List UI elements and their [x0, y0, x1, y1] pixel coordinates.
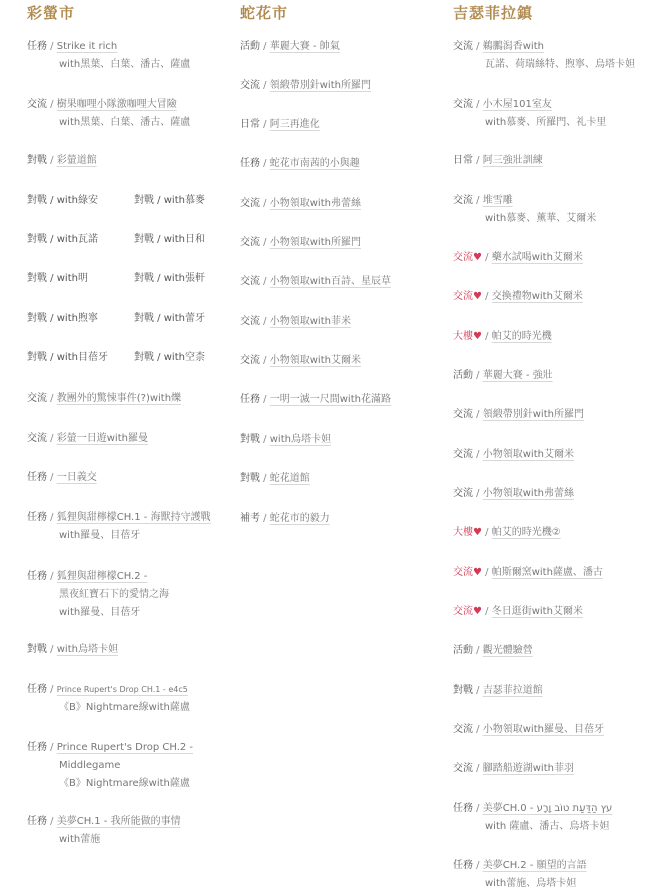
entry-title-line [240, 273, 391, 291]
entry-link[interactable]: 一明一滅一尺間with花滿路 [269, 394, 391, 405]
category-label: 活動 [453, 645, 473, 656]
entry-link[interactable]: with煦寧 [56, 313, 98, 324]
entry [453, 721, 604, 739]
entry-link[interactable]: 帕斯爾窯with薩盧、潘古 [491, 567, 603, 578]
entry [27, 641, 118, 659]
entry-title-line [453, 524, 561, 542]
separator: / [260, 276, 270, 287]
separator: / [473, 685, 483, 696]
entry [453, 406, 584, 424]
entry-link[interactable]: 藥水試喝with艾爾米 [491, 252, 583, 263]
entry-title-line [27, 568, 169, 586]
entry [453, 800, 612, 836]
category-label: 對戰 [134, 195, 154, 206]
separator: / [473, 724, 483, 735]
entry [453, 524, 561, 542]
separator: / [47, 273, 57, 284]
entry [240, 273, 391, 291]
entry-title-line [453, 38, 635, 56]
entry-title-line [240, 116, 320, 134]
entry-link[interactable]: with蕾牙 [163, 313, 205, 324]
entry-title-line [453, 152, 543, 170]
entry-link[interactable]: 彩螢一日遊with羅曼 [56, 433, 148, 444]
entry-participants: with羅曼、目蓓牙 [59, 607, 141, 618]
entry [27, 813, 181, 849]
separator: / [47, 512, 57, 523]
entry-participants: 瓦諾、荷瑞絲特、煦寧、烏塔卡妲 [485, 59, 635, 70]
category-label: 對戰 [27, 273, 47, 284]
category-label: 交流 [453, 41, 473, 52]
entry-title-line [453, 96, 606, 114]
entry-pair [27, 231, 237, 249]
entry-link[interactable]: 一日義交 [56, 472, 97, 483]
entry-link[interactable]: with目蓓牙 [56, 352, 108, 363]
entry-link[interactable]: 美夢CH.2 - 願望的言語 [482, 860, 587, 871]
separator: / [473, 645, 483, 656]
separator: / [473, 449, 483, 460]
entry-link[interactable]: with日和 [163, 234, 205, 245]
separator: / [154, 273, 164, 284]
category-label: 交流 [453, 763, 473, 774]
separator: / [260, 119, 270, 130]
heart-icon: ♥ [473, 527, 482, 538]
entry-title-line [453, 760, 574, 778]
entry [240, 195, 361, 213]
entry [453, 642, 533, 660]
entry-link[interactable]: Strike it rich [56, 41, 118, 52]
entry [27, 509, 211, 545]
entry-link[interactable]: 美夢CH.0 - עץ הַדַּעַת טוֹב וָרָע [482, 803, 613, 814]
entry-title-line [453, 328, 552, 346]
category-label: 對戰 [134, 352, 154, 363]
separator: / [473, 195, 483, 206]
heart-icon: ♥ [473, 331, 482, 342]
category-label: 補考 [240, 513, 260, 524]
entry-link[interactable]: 樹果咖哩小隊激咖哩大冒險 [56, 99, 177, 110]
entry-title-line [27, 641, 118, 659]
separator: / [260, 473, 270, 484]
entry-link[interactable]: 小物領取with菲米 [269, 316, 351, 327]
entry-pair [27, 270, 237, 288]
entry-title-line [27, 739, 193, 757]
entry-participants: with黑葉、白葉、潘古、薩盧 [59, 117, 191, 128]
category-label: 交流 [27, 433, 47, 444]
column-title: 蛇花市 [240, 4, 289, 22]
entry-link[interactable]: 華麗大賽 - 強壯 [482, 370, 553, 381]
entry-link[interactable]: 教團外的驚悚事件(?)with爍 [56, 393, 182, 404]
entry-title-line [453, 682, 543, 700]
separator: / [260, 355, 270, 366]
separator: / [260, 434, 270, 445]
heart-icon: ♥ [473, 606, 482, 617]
entry-link[interactable]: with綠安 [56, 195, 98, 206]
entry [453, 682, 543, 700]
entry-link[interactable]: 小木屋101室友 [482, 99, 552, 110]
category-label: 交流 [27, 99, 47, 110]
entry-participants: 黑夜紅寶石下的愛情之海 [59, 589, 169, 600]
entry-title-line [453, 642, 533, 660]
entry-title-line [240, 38, 340, 56]
category-label: 交流 [453, 195, 473, 206]
entry [453, 192, 596, 228]
entry-link[interactable]: Prince Rupert's Drop CH.1 - e4c5 [56, 685, 188, 694]
entry-link[interactable]: 觀光體驗營 [482, 645, 533, 656]
category-label: 對戰 [27, 313, 47, 324]
separator: / [260, 41, 270, 52]
entry-title-line [240, 431, 331, 449]
category-label: 對戰 [134, 313, 154, 324]
entry [27, 270, 237, 288]
category-label: 對戰 [27, 234, 47, 245]
entry-link[interactable]: 堆雪雕 [482, 195, 513, 206]
entry-title-line [453, 485, 574, 503]
separator: / [473, 370, 483, 381]
entry [240, 352, 361, 370]
entry [27, 38, 190, 74]
category-label: 任務 [27, 742, 47, 753]
entry [240, 391, 391, 409]
separator: / [260, 316, 270, 327]
entry-link[interactable]: 小物領取with艾爾米 [269, 355, 361, 366]
category-label: 交流 [240, 276, 260, 287]
entry-link[interactable]: Prince Rupert's Drop CH.2 - [56, 742, 194, 753]
entry-title-line [240, 234, 361, 252]
entry [134, 192, 205, 210]
category-label: 日常 [453, 155, 473, 166]
entry [240, 470, 310, 488]
category-label: 任務 [453, 860, 473, 871]
entry [453, 328, 552, 346]
entry-link[interactable]: 小物領取with羅曼、目蓓牙 [482, 724, 604, 735]
entry-link[interactable]: 小物領取with百詩、星辰草 [269, 276, 391, 287]
category-label: 交流 [240, 198, 260, 209]
entry [453, 288, 583, 306]
separator: / [260, 513, 270, 524]
entry [27, 739, 193, 793]
entry [27, 390, 181, 408]
entry [134, 270, 205, 288]
separator: / [47, 571, 57, 582]
separator: / [481, 567, 492, 578]
entry-link[interactable]: 帕艾的時光機② [491, 527, 561, 538]
separator: / [473, 488, 483, 499]
entry [27, 349, 237, 367]
entry-pair [27, 310, 237, 328]
entry-participants: with黑葉、白葉、潘古、薩盧 [59, 59, 191, 70]
entry-link[interactable]: 小物領取with艾爾米 [482, 449, 574, 460]
separator: / [47, 155, 57, 166]
entry-title-line [27, 38, 190, 56]
category-label: 交流 [240, 80, 260, 91]
entry [27, 568, 169, 622]
separator: / [47, 313, 57, 324]
entry-link[interactable]: 帕艾的時光機 [491, 331, 552, 342]
category-label: 交流 [453, 724, 473, 735]
separator: / [47, 393, 57, 404]
category-label: 交流 [453, 606, 473, 617]
separator: / [260, 158, 270, 169]
entry [27, 192, 237, 210]
entry-link[interactable]: 領緞帶別針with所羅門 [269, 80, 371, 91]
category-label: 對戰 [240, 434, 260, 445]
column-title: 吉瑟菲拉鎮 [453, 4, 534, 22]
separator: / [473, 763, 483, 774]
entry-pair [27, 349, 237, 367]
entry-link[interactable]: with烏塔卡妲 [269, 434, 331, 445]
separator: / [154, 313, 164, 324]
entry [240, 116, 320, 134]
entry-title-line [453, 367, 553, 385]
entry-link[interactable]: 領緞帶別針with所羅門 [482, 409, 584, 420]
entry-participants: 《B》Nightmare線with薩盧 [59, 778, 190, 789]
entry-title-line [453, 249, 583, 267]
category-label: 對戰 [27, 644, 47, 655]
entry-title-line [240, 313, 351, 331]
entry [453, 564, 603, 582]
entry-link[interactable]: with明 [56, 273, 88, 284]
separator: / [260, 80, 270, 91]
separator: / [47, 352, 57, 363]
entry-title-line [240, 352, 361, 370]
category-label: 交流 [453, 99, 473, 110]
separator: / [47, 234, 57, 245]
entry-title-line [240, 510, 330, 528]
separator: / [473, 409, 483, 420]
entry [453, 152, 543, 170]
category-label: 任務 [453, 803, 473, 814]
category-label: 對戰 [27, 352, 47, 363]
entry-link[interactable]: 美夢CH.1 - 我所能做的事情 [56, 816, 181, 827]
entry-link[interactable]: 阿三強壯訓練 [482, 155, 543, 166]
category-label: 交流 [453, 252, 473, 263]
entry-link[interactable]: 吉瑟菲拉道館 [482, 685, 543, 696]
category-label: 交流 [453, 291, 473, 302]
heart-icon: ♥ [473, 252, 482, 263]
category-label: 活動 [453, 370, 473, 381]
category-label: 活動 [240, 41, 260, 52]
category-label: 交流 [453, 488, 473, 499]
entry [27, 430, 148, 448]
entry-participants: Middlegame [59, 760, 121, 771]
entry-link[interactable]: with張軒 [163, 273, 205, 284]
category-label: 交流 [27, 393, 47, 404]
entry-link[interactable]: 彩螢道館 [56, 155, 97, 166]
entry [27, 681, 190, 717]
entry-link[interactable]: 蛇花道館 [269, 473, 310, 484]
entry-title-line [453, 857, 587, 875]
heart-icon: ♥ [473, 291, 482, 302]
category-label: 任務 [27, 571, 47, 582]
entry-participants: 《B》Nightmare線with薩盧 [59, 702, 190, 713]
separator: / [481, 291, 492, 302]
entry-participants: with蕾施 [59, 834, 101, 845]
entry [453, 249, 583, 267]
entry [27, 310, 237, 328]
entry [27, 152, 97, 170]
category-label: 交流 [240, 355, 260, 366]
separator: / [47, 472, 57, 483]
entry-link[interactable]: 小物領取with所羅門 [269, 237, 361, 248]
separator: / [154, 195, 164, 206]
category-label: 任務 [27, 512, 47, 523]
category-label: 任務 [240, 394, 260, 405]
category-label: 任務 [27, 41, 47, 52]
entry [240, 38, 340, 56]
separator: / [47, 684, 57, 695]
category-label: 大樓 [453, 331, 473, 342]
entry-title-line [240, 391, 391, 409]
separator: / [260, 237, 270, 248]
category-label: 任務 [27, 816, 47, 827]
entry [453, 485, 574, 503]
entry-title-line [240, 195, 361, 213]
entry-title-line [453, 406, 584, 424]
entry [453, 603, 583, 621]
entry-pair [27, 192, 237, 210]
entry-title-line [27, 96, 190, 114]
entry [240, 313, 351, 331]
category-label: 交流 [240, 316, 260, 327]
entry [453, 96, 606, 132]
entry-title-line [453, 800, 612, 818]
entry-link[interactable]: 冬日逛街with艾爾米 [491, 606, 583, 617]
entry-link[interactable]: 鵜鵬潟香with [482, 41, 544, 52]
category-label: 對戰 [240, 473, 260, 484]
entry-title-line [27, 152, 97, 170]
entry-title-line [27, 390, 181, 408]
entry-link[interactable]: 交換禮物with艾爾米 [491, 291, 583, 302]
separator: / [473, 860, 483, 871]
heart-icon: ♥ [473, 567, 482, 578]
separator: / [47, 99, 57, 110]
separator: / [481, 606, 492, 617]
entry-title-line [240, 470, 310, 488]
category-label: 對戰 [27, 195, 47, 206]
separator: / [473, 41, 483, 52]
category-label: 任務 [27, 684, 47, 695]
entry-link[interactable]: 小物領取with弗蕾絲 [269, 198, 361, 209]
entry [453, 367, 553, 385]
separator: / [473, 803, 483, 814]
entry-title-line [453, 192, 596, 210]
entry-title-line [27, 430, 148, 448]
entry [134, 349, 205, 367]
entry [27, 96, 190, 132]
entry-link[interactable]: 蛇花市南茜的小與趣 [269, 158, 360, 169]
category-label: 任務 [27, 472, 47, 483]
separator: / [47, 433, 57, 444]
category-label: 對戰 [134, 234, 154, 245]
entry [240, 155, 360, 173]
entry-link[interactable]: with瓦諾 [56, 234, 98, 245]
entry-link[interactable]: 小物領取with弗蕾絲 [482, 488, 574, 499]
separator: / [47, 644, 57, 655]
entry-link[interactable]: with慕麥 [163, 195, 205, 206]
category-label: 交流 [240, 237, 260, 248]
entry [240, 77, 371, 95]
entry-title-line [453, 564, 603, 582]
separator: / [154, 234, 164, 245]
category-label: 大樓 [453, 527, 473, 538]
entry [27, 231, 237, 249]
entry-link[interactable]: with空柰 [163, 352, 205, 363]
entry [453, 760, 574, 778]
category-label: 日常 [240, 119, 260, 130]
entry-title-line [27, 813, 181, 831]
entry-title-line [27, 509, 211, 527]
entry-participants: with慕麥、所羅門、礼卡里 [485, 117, 607, 128]
entry-title-line [240, 155, 360, 173]
entry-link[interactable]: 華麗大賽 - 帥氣 [269, 41, 340, 52]
entry-link[interactable]: 阿三再進化 [269, 119, 320, 130]
entry [453, 446, 574, 464]
entry-title-line [27, 681, 190, 699]
entry-participants: with慕麥、薰華、艾爾米 [485, 213, 597, 224]
entry-link[interactable]: with烏塔卡妲 [56, 644, 118, 655]
entry-link[interactable]: 蛇花市的毅力 [269, 513, 330, 524]
category-label: 交流 [453, 449, 473, 460]
entry [240, 431, 331, 449]
entry [453, 38, 635, 74]
separator: / [260, 394, 270, 405]
separator: / [473, 99, 483, 110]
separator: / [47, 41, 57, 52]
entry-title-line [453, 446, 574, 464]
entry-title-line [453, 603, 583, 621]
entry-participants: with羅曼、目蓓牙 [59, 530, 141, 541]
column-title: 彩螢市 [27, 4, 76, 22]
category-label: 交流 [453, 409, 473, 420]
separator: / [260, 198, 270, 209]
entry-link[interactable]: 狐狸與甜檸檬CH.1 - 海獸持守護戰 [56, 512, 211, 523]
separator: / [47, 816, 57, 827]
separator: / [481, 527, 492, 538]
entry-title-line [240, 77, 371, 95]
entry-link[interactable]: 腳踏船遊湖with菲羽 [482, 763, 574, 774]
separator: / [47, 195, 57, 206]
separator: / [481, 252, 492, 263]
entry-participants: with蕾施、烏塔卡妲 [485, 878, 577, 889]
entry-title-line [27, 469, 97, 487]
entry [27, 469, 97, 487]
entry-title-line [453, 288, 583, 306]
entry [240, 234, 361, 252]
entry-link[interactable]: 狐狸與甜檸檬CH.2 - [56, 571, 148, 582]
separator: / [473, 155, 483, 166]
category-label: 對戰 [27, 155, 47, 166]
category-label: 對戰 [453, 685, 473, 696]
entry-title-line [453, 721, 604, 739]
entry-participants: with 薩盧、潘古、烏塔卡妲 [485, 821, 610, 832]
separator: / [154, 352, 164, 363]
separator: / [481, 331, 492, 342]
separator: / [47, 742, 57, 753]
entry [134, 310, 205, 328]
category-label: 交流 [453, 567, 473, 578]
category-label: 任務 [240, 158, 260, 169]
entry [134, 231, 205, 249]
entry [453, 857, 587, 893]
category-label: 對戰 [134, 273, 154, 284]
entry [240, 510, 330, 528]
